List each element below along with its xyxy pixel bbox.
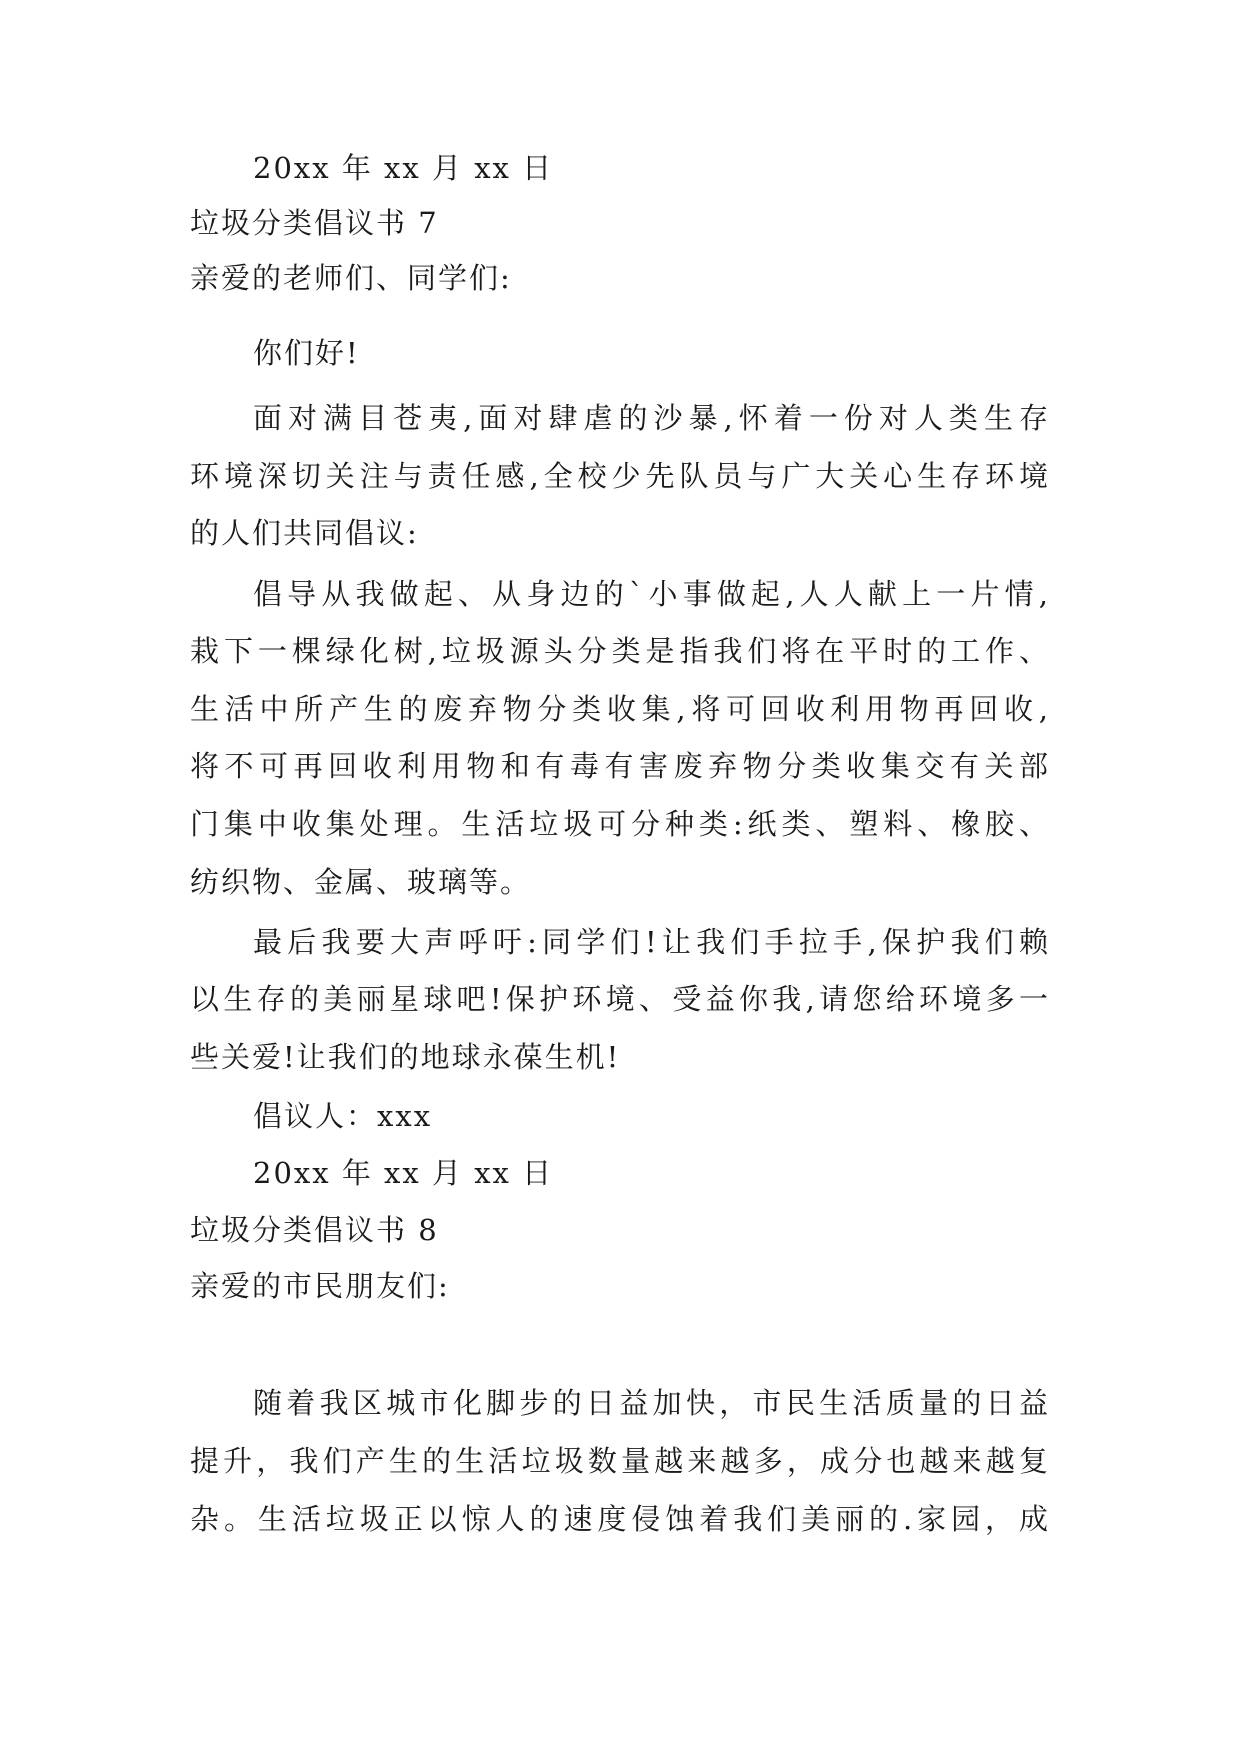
- section-title: 垃圾分类倡议书 8: [190, 1213, 439, 1247]
- date-line: 20xx 年 xx 月 xx 日: [253, 1156, 554, 1190]
- section-title: 垃圾分类倡议书 7: [190, 206, 439, 240]
- paragraph-line: 随着我区城市化脚步的日益加快，市民生活质量的日益: [253, 1386, 1050, 1420]
- paragraph-line: 最后我要大声呼吁:同学们!让我们手拉手,保护我们赖: [253, 925, 1050, 959]
- paragraph-line: 环境深切关注与责任感,全校少先队员与广大关心生存环境: [190, 459, 1050, 493]
- paragraph-line: 纺织物、金属、玻璃等。: [190, 865, 532, 899]
- paragraph-line: 生活中所产生的废弃物分类收集,将可回收利用物再回收,: [190, 692, 1050, 726]
- salutation: 亲爱的市民朋友们:: [190, 1269, 450, 1303]
- date-line: 20xx 年 xx 月 xx 日: [253, 151, 554, 185]
- paragraph-line: 杂。生活垃圾正以惊人的速度侵蚀着我们美丽的.家园，成: [190, 1502, 1050, 1536]
- paragraph-line: 面对满目苍夷,面对肆虐的沙暴,怀着一份对人类生存: [253, 401, 1050, 435]
- paragraph-line: 栽下一棵绿化树,垃圾源头分类是指我们将在平时的工作、: [190, 634, 1050, 668]
- paragraph-line: 提升，我们产生的生活垃圾数量越来越多，成分也越来越复: [190, 1444, 1050, 1478]
- greeting: 你们好!: [253, 336, 360, 370]
- paragraph-line: 门集中收集处理。生活垃圾可分种类:纸类、塑料、橡胶、: [190, 807, 1050, 841]
- salutation: 亲爱的老师们、同学们:: [190, 261, 512, 295]
- paragraph-line: 些关爱!让我们的地球永葆生机!: [190, 1040, 621, 1074]
- paragraph-line: 以生存的美丽星球吧!保护环境、受益你我,请您给环境多一: [190, 982, 1050, 1016]
- paragraph-line: 将不可再回收利用物和有毒有害废弃物分类收集交有关部: [190, 749, 1050, 783]
- signature-line: 倡议人：xxx: [253, 1099, 433, 1133]
- paragraph-line: 的人们共同倡议:: [190, 516, 419, 550]
- paragraph-line: 倡导从我做起、从身边的`小事做起,人人献上一片情,: [253, 577, 1050, 611]
